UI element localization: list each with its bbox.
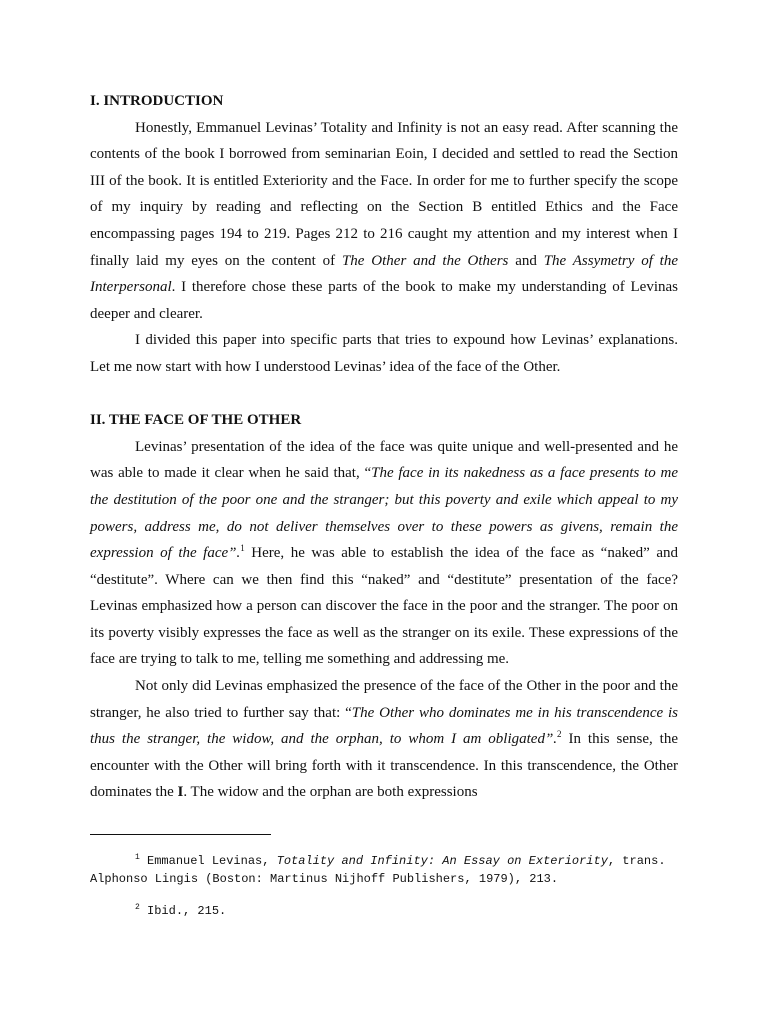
- paragraph-intro-2: [90, 327, 678, 380]
- section-heading-introduction: I. INTRODUCTION: [90, 93, 224, 109]
- bold-term-i: I: [177, 784, 184, 801]
- paragraph-text: and: [508, 252, 544, 269]
- italic-quote-other-dominates: The Other who dominates me in his transcendence is thus the stranger, the widow, and the orphan, to whom I am obligated: [90, 704, 678, 748]
- footnote-number: 1: [135, 853, 140, 862]
- footnote-separator: [90, 834, 271, 835]
- paragraph-text: Levinas’ presentation of the idea of the face was quite unique and well-presented and he was able to made it clear when he said that, “: [90, 438, 678, 482]
- document-body: [90, 88, 678, 806]
- paragraph-text: I divided this paper into specific parts that tries to expound how Levinas’ explanations. Let me now start with how I understood Levinas’ idea of the face of the Other.: [90, 332, 678, 375]
- section-spacer: [90, 381, 678, 408]
- paragraph-intro-1: [90, 115, 678, 328]
- italic-title-other-and-others: The Other and the Others: [341, 252, 509, 269]
- footnote-text: Emmanuel Levinas,: [139, 854, 277, 868]
- footnote-text: Ibid., 215.: [139, 904, 227, 918]
- paragraph-face-1: [90, 434, 678, 673]
- footnote-2: [90, 902, 678, 920]
- paragraph-text: Not only did Levinas emphasized the presence of the face of the Other in the poor and the stranger, he also tried to further say that: “: [90, 678, 678, 721]
- footnote-reference-1[interactable]: 1: [240, 543, 245, 554]
- paragraph-text: Honestly, Emmanuel Levinas’ Totality and Infinity is not an easy read. After scanning the contents of the book I borrowed from seminarian Eoin, I decided and settled to read the Section III of the book. It is entitled Exteriority and the Face. In order for me to further specify the scope of my inquiry by reading and reflecting on the Section B entitled Ethics and the Face encompassing pages 194 to 219. Pages 212 to 216 caught my attention and my interest when I finally laid my eyes on the content of: [90, 119, 678, 269]
- footnotes-area: [90, 852, 678, 934]
- footnote-text: , trans. Alphonso Lingis (Boston: Martinus Nijhoff Publishers, 1979), 213.: [90, 854, 666, 886]
- footnote-book-title: Totality and Infinity: An Essay on Exteriority: [276, 854, 608, 868]
- paragraph-text: In this sense, the encounter with the Other will bring forth with it transcendence. In this transcendence, the Other dominates the: [90, 731, 678, 801]
- paragraph-text: . I therefore chose these parts of the book to make my understanding of Levinas deeper and clearer.: [90, 279, 678, 322]
- italic-title-assymetry: The Assymetry of the Interpersonal: [90, 252, 679, 296]
- quote-close: ”.: [544, 731, 558, 748]
- paragraph-text: . The widow and the orphan are both expressions: [183, 784, 478, 801]
- footnote-reference-2[interactable]: 2: [557, 729, 562, 740]
- paragraph-face-2: [90, 673, 678, 806]
- footnote-1: [90, 852, 678, 888]
- quote-close: ”.: [228, 545, 241, 562]
- italic-quote-face-nakedness: The face in its nakedness as a face presents to me the destitution of the poor one and the stranger; but this poverty and exile which appeal to my powers, address me, do not deliver themselves over to these powers as givens, remain the expression of the face: [90, 465, 678, 562]
- footnote-number: 2: [135, 903, 140, 912]
- section-heading-face-of-other: II. THE FACE OF THE OTHER: [90, 412, 302, 429]
- paragraph-text: Here, he was able to establish the idea of the face as “naked” and “destitute”. Where can we then find this “naked” and “destitute” presentation of the face? Levinas emphasized how a person can discover the face in the poor and the stranger. The poor on its poverty visibly expresses the face as well as the stranger on its exile. These expressions of the face are trying to talk to me, telling me something and addressing me.: [90, 545, 678, 668]
